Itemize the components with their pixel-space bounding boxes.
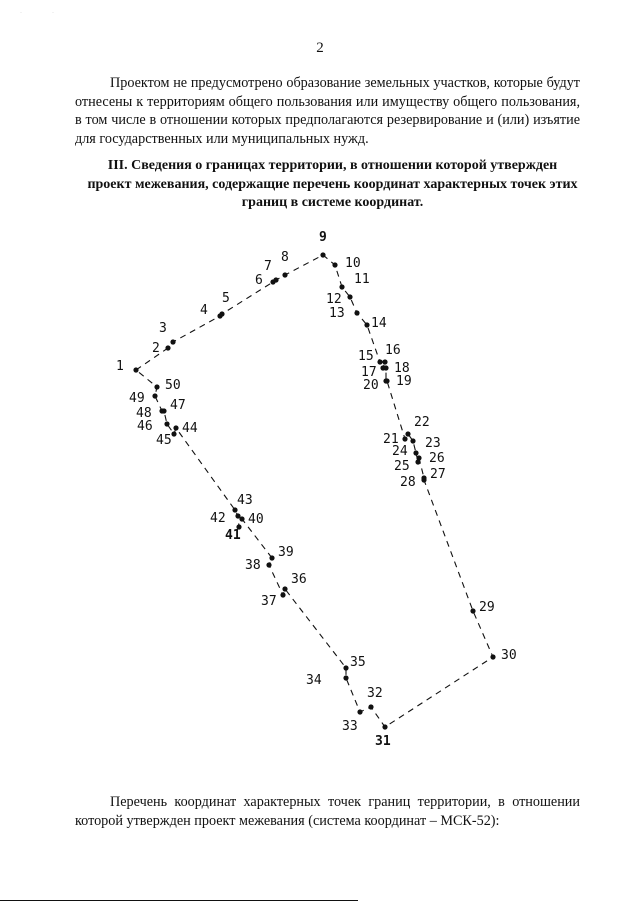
boundary-point-label-42: 42 — [210, 511, 226, 526]
boundary-point-label-47: 47 — [170, 398, 186, 413]
boundary-point-36 — [282, 586, 287, 591]
boundary-point-label-13: 13 — [329, 306, 345, 321]
boundary-point-42 — [235, 513, 240, 518]
boundary-point-1 — [133, 367, 138, 372]
boundary-point-label-36: 36 — [291, 572, 307, 587]
boundary-point-43 — [232, 507, 237, 512]
boundary-point-34 — [343, 675, 348, 680]
boundary-point-44 — [173, 425, 178, 430]
boundary-point-label-9: 9 — [319, 230, 327, 245]
boundary-point-10 — [332, 262, 337, 267]
boundary-point-30 — [490, 654, 495, 659]
boundary-point-label-1: 1 — [116, 359, 124, 374]
boundary-point-label-37: 37 — [261, 594, 277, 609]
boundary-point-label-17: 17 — [361, 365, 377, 380]
section-heading: III. Сведения о границах территории, в отношении которой утвержден проект межевания, содержащие перечень координат характерных точек этих границ в системе координат. — [87, 158, 578, 210]
boundary-point-label-22: 22 — [414, 415, 430, 430]
boundary-point-label-18: 18 — [394, 361, 410, 376]
scan-speck: · — [20, 10, 22, 16]
boundary-point-label-28: 28 — [400, 475, 416, 490]
boundary-point-3 — [170, 339, 175, 344]
boundary-point-label-21: 21 — [383, 432, 399, 447]
boundary-point-31 — [382, 724, 387, 729]
boundary-point-label-19: 19 — [396, 374, 412, 389]
scan-speck: · — [52, 10, 54, 16]
boundary-point-23 — [410, 438, 415, 443]
intro-paragraph: Проектом не предусмотрено образование земельных участков, которые будут отнесены к территориям общего пользования или имуществу общего пользования, в том числе в отношении которых предполагаются резервирование и (или) изъятие для государственных или муниципальных нужд. — [75, 75, 580, 147]
boundary-polyline — [136, 255, 493, 727]
boundary-point-9 — [320, 252, 325, 257]
boundary-point-28 — [421, 477, 426, 482]
boundary-point-32 — [368, 704, 373, 709]
boundary-point-label-14: 14 — [371, 316, 387, 331]
boundary-point-label-20: 20 — [363, 378, 379, 393]
boundary-point-label-30: 30 — [501, 648, 517, 663]
boundary-point-50 — [154, 384, 159, 389]
boundary-point-label-6: 6 — [255, 273, 263, 288]
boundary-point-39 — [269, 555, 274, 560]
boundary-point-14 — [364, 322, 369, 327]
boundary-point-22 — [405, 431, 410, 436]
boundary-points — [133, 252, 495, 729]
boundary-point-label-50: 50 — [165, 378, 181, 393]
boundary-point-label-33: 33 — [342, 719, 358, 734]
boundary-point-label-15: 15 — [358, 349, 374, 364]
boundary-point-29 — [470, 608, 475, 613]
boundary-point-label-12: 12 — [326, 292, 342, 307]
boundary-dashed-line — [136, 255, 493, 727]
boundary-point-label-40: 40 — [248, 512, 264, 527]
boundary-point-label-5: 5 — [222, 291, 230, 306]
boundary-point-label-4: 4 — [200, 303, 208, 318]
boundary-point-label-27: 27 — [430, 467, 446, 482]
boundary-point-21 — [402, 436, 407, 441]
boundary-point-33 — [357, 709, 362, 714]
boundary-point-label-44: 44 — [182, 421, 198, 436]
boundary-point-label-43: 43 — [237, 493, 253, 508]
boundary-point-7 — [273, 277, 278, 282]
boundary-point-5 — [219, 311, 224, 316]
boundary-point-label-24: 24 — [392, 444, 408, 459]
boundary-point-8 — [282, 272, 287, 277]
boundary-point-label-16: 16 — [385, 343, 401, 358]
boundary-point-24 — [413, 450, 418, 455]
boundary-point-labels — [116, 230, 517, 749]
boundary-point-label-3: 3 — [159, 321, 167, 336]
boundary-point-38 — [266, 562, 271, 567]
boundary-point-20 — [384, 378, 389, 383]
boundary-point-label-35: 35 — [350, 655, 366, 670]
boundary-point-11 — [339, 284, 344, 289]
boundary-point-label-46: 46 — [137, 419, 153, 434]
boundary-point-37 — [280, 592, 285, 597]
boundary-point-label-8: 8 — [281, 250, 289, 265]
boundary-point-49 — [152, 393, 157, 398]
boundary-point-26 — [416, 455, 421, 460]
boundary-point-46 — [164, 421, 169, 426]
boundary-point-label-38: 38 — [245, 558, 261, 573]
boundary-point-label-29: 29 — [479, 600, 495, 615]
boundary-point-label-23: 23 — [425, 436, 441, 451]
boundary-point-45 — [171, 431, 176, 436]
boundary-point-18 — [383, 365, 388, 370]
boundary-point-label-49: 49 — [129, 391, 145, 406]
coordinates-intro-paragraph: Перечень координат характерных точек границ территории, в отношении которой утвержден проект межевания (система координат – МСК-52): — [75, 794, 580, 829]
boundary-point-label-34: 34 — [306, 673, 322, 688]
boundary-point-label-2: 2 — [152, 341, 160, 356]
page-number: 2 — [316, 40, 324, 56]
boundary-point-label-31: 31 — [375, 734, 391, 749]
boundary-plan — [0, 225, 640, 765]
boundary-point-label-10: 10 — [345, 256, 361, 271]
boundary-point-label-39: 39 — [278, 545, 294, 560]
boundary-point-label-26: 26 — [429, 451, 445, 466]
boundary-point-15 — [377, 359, 382, 364]
boundary-point-12 — [347, 294, 352, 299]
boundary-point-16 — [382, 359, 387, 364]
boundary-point-label-32: 32 — [367, 686, 383, 701]
footer-rule — [0, 900, 358, 901]
boundary-point-label-7: 7 — [264, 259, 272, 274]
boundary-point-2 — [165, 345, 170, 350]
boundary-point-label-45: 45 — [156, 433, 172, 448]
boundary-point-13 — [354, 310, 359, 315]
boundary-point-label-11: 11 — [354, 272, 370, 287]
boundary-point-48 — [159, 408, 164, 413]
boundary-point-label-41: 41 — [225, 528, 241, 543]
boundary-point-label-25: 25 — [394, 459, 410, 474]
boundary-point-35 — [343, 665, 348, 670]
boundary-point-label-48: 48 — [136, 406, 152, 421]
